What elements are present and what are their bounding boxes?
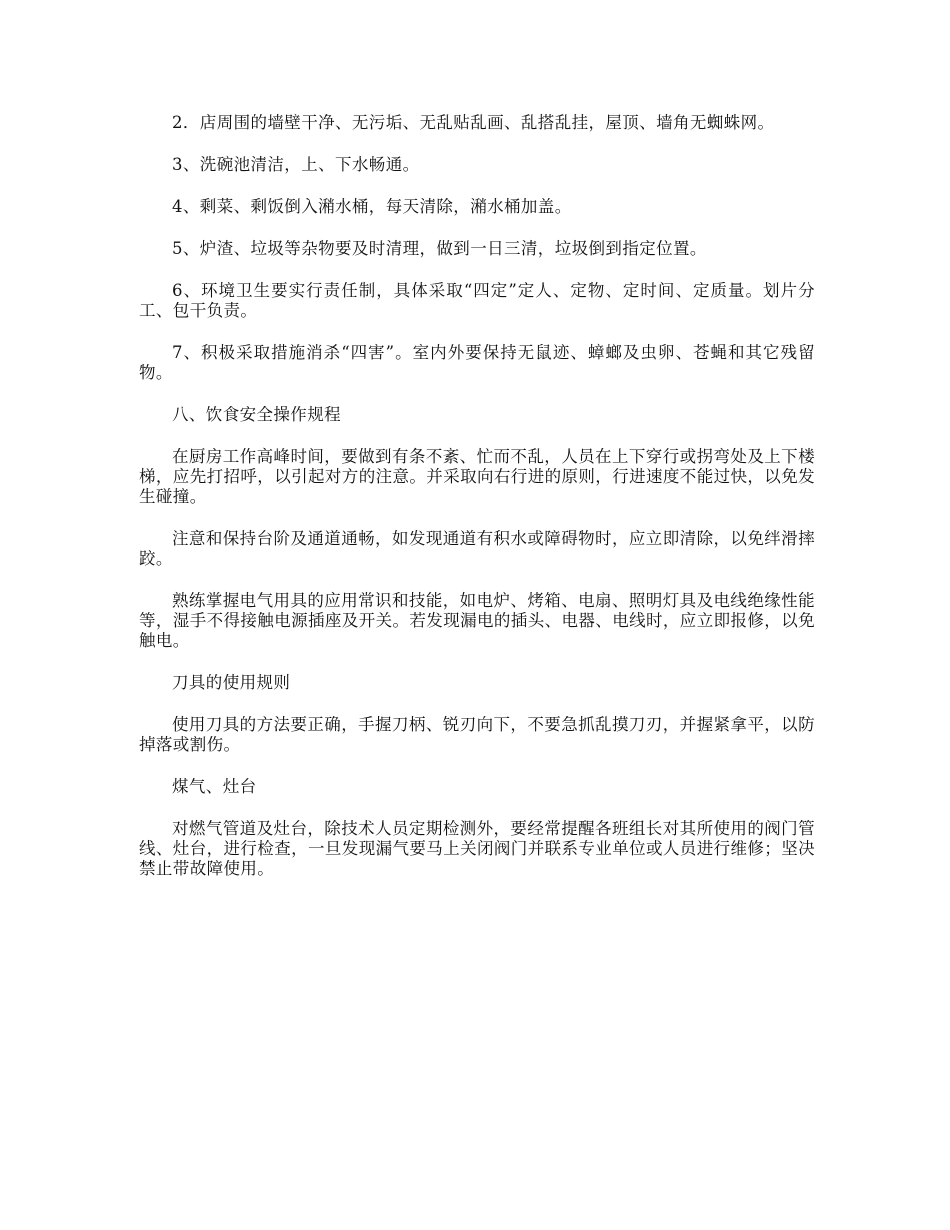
paragraph-kitchen-traffic: 在厨房工作高峰时间，要做到有条不紊、忙而不乱，人员在上下穿行或拐弯处及上下楼梯，应先打招呼，以引起对方的注意。并采取向右行进的原则，行进速度不能过快，以免发生碰撞。 bbox=[139, 447, 815, 506]
paragraph-responsibility-system: 6、环境卫生要实行责任制，具体采取“四定”定人、定物、定时间、定质量。划片分工、包干负责。 bbox=[139, 281, 815, 320]
paragraph-leftover-food: 4、剩菜、剩饭倒入潲水桶，每天清除，潲水桶加盖。 bbox=[172, 197, 572, 216]
paragraph-garbage-cleanup: 5、炉渣、垃圾等杂物要及时清理，做到一日三清，垃圾倒到指定位置。 bbox=[172, 239, 707, 258]
paragraph-dishwashing-sink: 3、洗碗池清洁，上、下水畅通。 bbox=[172, 155, 420, 174]
paragraph-passage-clear: 注意和保持台阶及通道通畅，如发现通道有积水或障碍物时，应立即清除，以免绊滑摔跤。 bbox=[139, 529, 815, 568]
paragraph-gas-inspection: 对燃气管道及灶台，除技术人员定期检测外，要经常提醒各班组长对其所使用的阀门管线、灶台，进行检查，一旦发现漏气要马上关闭阀门并联系专业单位或人员进行维修；坚决禁止带故障使用。 bbox=[139, 819, 815, 878]
paragraph-pest-control: 7、积极采取措施消杀“四害”。室内外要保持无鼠迹、蟑螂及虫卵、苍蝇和其它残留物。 bbox=[139, 343, 815, 382]
paragraph-electrical-safety: 熟练掌握电气用具的应用常识和技能，如电炉、烤箱、电扇、照明灯具及电线绝缘性能等，湿手不得接触电源插座及开关。若发现漏电的插头、电器、电线时，应立即报修，以免触电。 bbox=[139, 591, 815, 650]
document-body bbox=[139, 113, 815, 901]
paragraph-knife-usage: 使用刀具的方法要正确，手握刀柄、锐刃向下，不要急抓乱摸刀刃，并握紧拿平，以防掉落或割伤。 bbox=[139, 715, 815, 754]
paragraph-cleanliness-walls: 2．店周围的墙壁干净、无污垢、无乱贴乱画、乱搭乱挂，屋顶、墙角无蜘蛛网。 bbox=[172, 113, 775, 132]
section-heading-gas-stove: 煤气、灶台 bbox=[172, 777, 257, 796]
section-heading-knife-rules: 刀具的使用规则 bbox=[172, 673, 291, 692]
section-heading-food-safety: 八、饮食安全操作规程 bbox=[172, 405, 341, 424]
